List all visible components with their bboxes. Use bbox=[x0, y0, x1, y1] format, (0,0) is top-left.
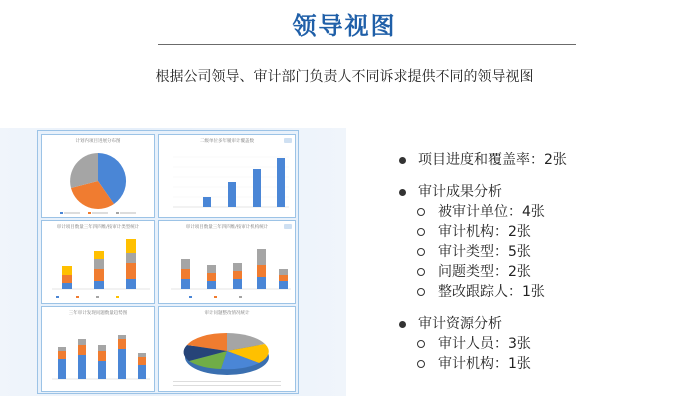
tile-title: 二级单位多年履审计覆盖数 bbox=[200, 139, 254, 144]
bar-segment bbox=[257, 277, 266, 289]
pie-chart bbox=[42, 135, 154, 217]
bullet-results: 审计成果分析 bbox=[398, 182, 688, 202]
bar-segment bbox=[94, 251, 104, 259]
bar-segment bbox=[78, 339, 86, 345]
legend-swatch bbox=[239, 296, 242, 298]
sub-bullet: 问题类型：2张 bbox=[398, 262, 688, 282]
title-divider bbox=[158, 44, 576, 45]
bar-segment bbox=[98, 345, 106, 351]
bar-segment bbox=[78, 355, 86, 379]
bar-segment bbox=[62, 266, 72, 275]
legend-swatch bbox=[76, 296, 79, 298]
bar-segment bbox=[118, 339, 126, 349]
stacked-bar-chart bbox=[42, 307, 154, 391]
bar-segment bbox=[181, 279, 190, 289]
bar-segment bbox=[279, 275, 288, 281]
bar-segment bbox=[62, 275, 72, 283]
sub-bullet: 审计人员：3张 bbox=[398, 334, 688, 354]
bar-segment bbox=[257, 249, 266, 265]
progress-pie-tile[interactable] bbox=[41, 134, 155, 218]
bar-segment bbox=[58, 351, 66, 359]
bar-segment bbox=[126, 263, 136, 279]
bar-segment bbox=[118, 335, 126, 339]
legend-swatch bbox=[189, 296, 192, 298]
bar-segment bbox=[233, 263, 242, 271]
legend-swatch bbox=[88, 212, 91, 214]
bar-segment bbox=[94, 269, 104, 281]
legend-label bbox=[92, 213, 108, 214]
bar bbox=[203, 197, 211, 207]
tile-title: 审计问题整改情况统计 bbox=[204, 311, 250, 316]
bar-segment bbox=[118, 349, 126, 379]
rectification-pie-tile[interactable] bbox=[158, 306, 296, 392]
bar-segment bbox=[181, 269, 190, 279]
bar-segment bbox=[279, 281, 288, 289]
legend-swatch bbox=[214, 296, 217, 298]
legend-swatch bbox=[56, 296, 59, 298]
feature-list bbox=[398, 150, 688, 374]
bar-segment bbox=[207, 281, 216, 289]
bar-segment bbox=[207, 273, 216, 281]
bar-segment bbox=[138, 353, 146, 357]
legend-row bbox=[173, 385, 281, 386]
bar-segment bbox=[126, 253, 136, 263]
sub-bullet: 审计类型：5张 bbox=[398, 242, 688, 262]
tile-title: 三年审计发现问题数量趋势图 bbox=[68, 311, 128, 316]
org-stacked-tile[interactable] bbox=[158, 220, 296, 304]
bar-segment bbox=[233, 271, 242, 279]
bar-segment bbox=[98, 361, 106, 379]
bar-segment bbox=[257, 265, 266, 277]
bar-segment bbox=[62, 283, 72, 289]
bar bbox=[277, 158, 285, 207]
tile-title: 审计项目数量三年四四维/按审计机构统计 bbox=[185, 225, 269, 230]
bullet-progress: 项目进度和覆盖率：2张 bbox=[398, 150, 688, 170]
sub-bullet: 审计机构：1张 bbox=[398, 354, 688, 374]
sub-bullet: 整改跟踪人：1张 bbox=[398, 282, 688, 302]
legend-swatch bbox=[60, 212, 63, 214]
tile-title: 计划内项目进展分布图 bbox=[75, 139, 121, 144]
bullet-resources: 审计资源分析 bbox=[398, 314, 688, 334]
bar-segment bbox=[138, 365, 146, 379]
legend-swatch bbox=[96, 296, 99, 298]
bar-segment bbox=[126, 279, 136, 289]
tile-title: 审计项目数量三年四四维/按审计类型统计 bbox=[56, 225, 140, 230]
dashboard-screenshot bbox=[37, 130, 299, 394]
legend-row bbox=[173, 381, 281, 382]
bar-segment bbox=[58, 359, 66, 379]
bar-segment bbox=[207, 265, 216, 273]
issue-trend-tile[interactable] bbox=[41, 306, 155, 392]
bar-segment bbox=[94, 259, 104, 269]
bar-segment bbox=[233, 279, 242, 289]
page-title: 领导视图 bbox=[292, 12, 397, 40]
legend-swatch bbox=[116, 296, 119, 298]
sub-bullet: 审计机构：2张 bbox=[398, 222, 688, 242]
legend-label bbox=[120, 213, 136, 214]
coverage-bar-tile[interactable] bbox=[158, 134, 296, 218]
sub-bullet: 被审计单位：4张 bbox=[398, 202, 688, 222]
page-subtitle: 根据公司领导、审计部门负责人不同诉求提供不同的领导视图 bbox=[155, 69, 534, 85]
bar-segment bbox=[279, 269, 288, 275]
bar-segment bbox=[138, 357, 146, 365]
legend-label bbox=[64, 213, 80, 214]
bar-segment bbox=[78, 345, 86, 355]
bar-segment bbox=[94, 281, 104, 289]
legend-swatch bbox=[116, 212, 119, 214]
bar bbox=[228, 182, 236, 207]
type-stacked-tile[interactable] bbox=[41, 220, 155, 304]
bar bbox=[253, 169, 261, 207]
stacked-bar-chart bbox=[42, 221, 154, 303]
bar-segment bbox=[126, 239, 136, 253]
stacked-bar-chart bbox=[159, 221, 295, 303]
bar-chart bbox=[159, 135, 295, 217]
bar-segment bbox=[98, 351, 106, 361]
bar-segment bbox=[58, 347, 66, 351]
bar-segment bbox=[181, 259, 190, 269]
pie-3d-chart bbox=[159, 307, 295, 391]
